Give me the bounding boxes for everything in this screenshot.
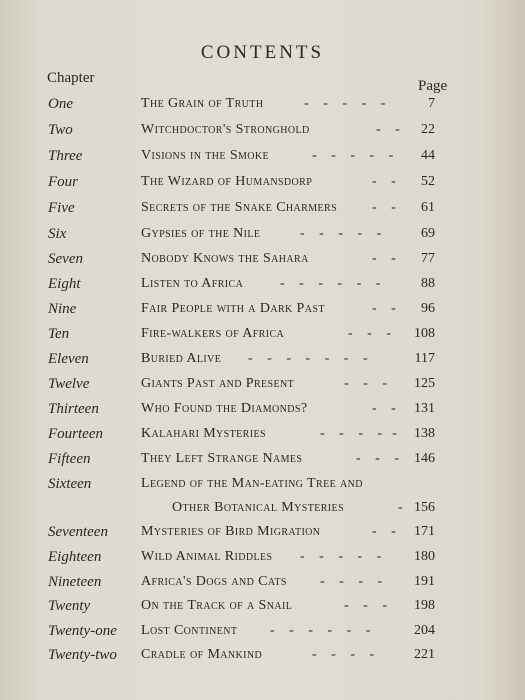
toc-entry	[0, 426, 525, 450]
chapter-number: Eight	[48, 276, 81, 292]
chapter-title: Who Found the Diamonds?	[141, 401, 308, 416]
chapter-number: Eleven	[48, 351, 89, 367]
chapter-title: Visions in the Smoke	[141, 148, 270, 163]
chapter-number: Twelve	[48, 376, 90, 392]
page-number: 69	[421, 226, 435, 241]
page-number: 171	[414, 524, 435, 539]
page-number: 96	[421, 301, 435, 316]
dot-leader: - - -	[348, 326, 392, 341]
chapter-number: Thirteen	[48, 401, 99, 417]
dot-leader: - - - - -	[300, 549, 383, 564]
chapter-title: Other Botanical Mysteries	[172, 500, 344, 515]
toc-entry	[0, 574, 525, 598]
dot-leader: - - - - -	[312, 148, 395, 163]
chapter-number: Fifteen	[48, 451, 91, 467]
chapter-title: Fair People with a Dark Past	[141, 301, 325, 316]
chapter-title: The Grain of Truth	[141, 96, 264, 111]
toc-entry	[0, 122, 525, 146]
chapter-number: One	[48, 96, 73, 112]
chapter-number: Seven	[48, 251, 83, 267]
dot-leader: - -	[372, 401, 397, 416]
page-number: 156	[414, 500, 435, 515]
toc-entry	[0, 351, 525, 375]
page-column-header: Page	[418, 78, 448, 94]
toc-entry	[0, 647, 525, 671]
chapter-number: Twenty-one	[48, 623, 117, 639]
chapter-column-header: Chapter	[47, 70, 95, 86]
page-number: 117	[414, 351, 435, 366]
chapter-title: They Left Strange Names	[141, 451, 303, 466]
toc-entry	[0, 401, 525, 425]
dot-leader: - - -	[344, 376, 388, 391]
chapter-title: Witchdoctor's Stronghold	[141, 122, 310, 137]
chapter-title: Mysteries of Bird Migration	[141, 524, 321, 539]
chapter-title: Legend of the Man-eating Tree and	[141, 476, 363, 491]
toc-entry	[0, 476, 525, 500]
chapter-number: Three	[48, 148, 83, 164]
dot-leader: - -	[372, 174, 397, 189]
dot-leader: - - - - -	[300, 226, 383, 241]
toc-entry	[0, 623, 525, 647]
chapter-title: Fire-walkers of Africa	[141, 326, 285, 341]
page-number: 44	[421, 148, 435, 163]
toc-entry	[0, 376, 525, 400]
toc-entry	[0, 174, 525, 198]
dot-leader: - - - - -	[304, 96, 387, 111]
chapter-title: Giants Past and Present	[141, 376, 295, 391]
page-number: 191	[414, 574, 435, 589]
dot-leader: -	[398, 500, 404, 515]
page-number: 221	[414, 647, 435, 662]
dot-leader: - -	[372, 301, 397, 316]
page-number: 52	[421, 174, 435, 189]
chapter-title: The Wizard of Humansdorp	[141, 174, 313, 189]
chapter-title: Kalahari Mysteries	[141, 426, 266, 441]
toc-entry	[0, 148, 525, 172]
dot-leader: - -	[372, 251, 397, 266]
chapter-number: Twenty	[48, 598, 91, 614]
dot-leader: - - - - -	[320, 426, 398, 441]
toc-entry	[0, 549, 525, 573]
chapter-number: Nineteen	[48, 574, 102, 590]
dot-leader: - - - -	[312, 647, 376, 662]
toc-entry	[0, 524, 525, 548]
page-number: 198	[414, 598, 435, 613]
toc-entry	[0, 251, 525, 275]
chapter-title: Lost Continent	[141, 623, 238, 638]
chapter-title: Africa's Dogs and Cats	[141, 574, 287, 589]
chapter-number: Two	[48, 122, 73, 138]
dot-leader: - - - - - -	[270, 623, 372, 638]
page-number: 7	[428, 96, 435, 111]
page-number: 131	[414, 401, 435, 416]
page-number: 204	[414, 623, 435, 638]
chapter-title: Cradle of Mankind	[141, 647, 263, 662]
toc-entry	[0, 226, 525, 250]
dot-leader: - - - -	[320, 574, 384, 589]
dot-leader: - -	[376, 122, 401, 137]
chapter-title: Wild Animal Riddles	[141, 549, 273, 564]
toc-entry	[0, 276, 525, 300]
chapter-number: Five	[48, 200, 75, 216]
toc-entry	[0, 326, 525, 350]
toc-entry	[0, 451, 525, 475]
chapter-title: On the Track of a Snail	[141, 598, 293, 613]
chapter-title: Buried Alive	[141, 351, 222, 366]
page-number: 77	[421, 251, 435, 266]
dot-leader: - - -	[356, 451, 400, 466]
page-number: 180	[414, 549, 435, 564]
chapter-number: Six	[48, 226, 67, 242]
page-number: 61	[421, 200, 435, 215]
toc-entry	[0, 301, 525, 325]
chapter-number: Seventeen	[48, 524, 108, 540]
page-number: 88	[421, 276, 435, 291]
dot-leader: - - - - - - -	[248, 351, 369, 366]
page-number: 22	[421, 122, 435, 137]
page-number: 138	[414, 426, 435, 441]
dot-leader: - -	[372, 200, 397, 215]
dot-leader: - -	[372, 524, 397, 539]
toc-entry	[0, 598, 525, 622]
page-number: 146	[414, 451, 435, 466]
chapter-title: Secrets of the Snake Charmers	[141, 200, 338, 215]
chapter-title: Nobody Knows the Sahara	[141, 251, 309, 266]
page-number: 108	[414, 326, 435, 341]
chapter-title: Gypsies of the Nile	[141, 226, 261, 241]
dot-leader: - - -	[344, 598, 388, 613]
page-number: 125	[414, 376, 435, 391]
chapter-number: Ten	[48, 326, 70, 342]
chapter-number: Twenty-two	[48, 647, 117, 663]
chapter-number: Sixteen	[48, 476, 92, 492]
chapter-number: Fourteen	[48, 426, 103, 442]
chapter-number: Eighteen	[48, 549, 102, 565]
toc-entry	[0, 200, 525, 224]
dot-leader: - - - - - -	[280, 276, 382, 291]
page-title: CONTENTS	[200, 42, 325, 63]
chapter-number: Four	[48, 174, 78, 190]
chapter-number: Nine	[48, 301, 77, 317]
toc-entry	[0, 96, 525, 120]
chapter-title: Listen to Africa	[141, 276, 244, 291]
toc-entry-continuation	[0, 500, 525, 524]
